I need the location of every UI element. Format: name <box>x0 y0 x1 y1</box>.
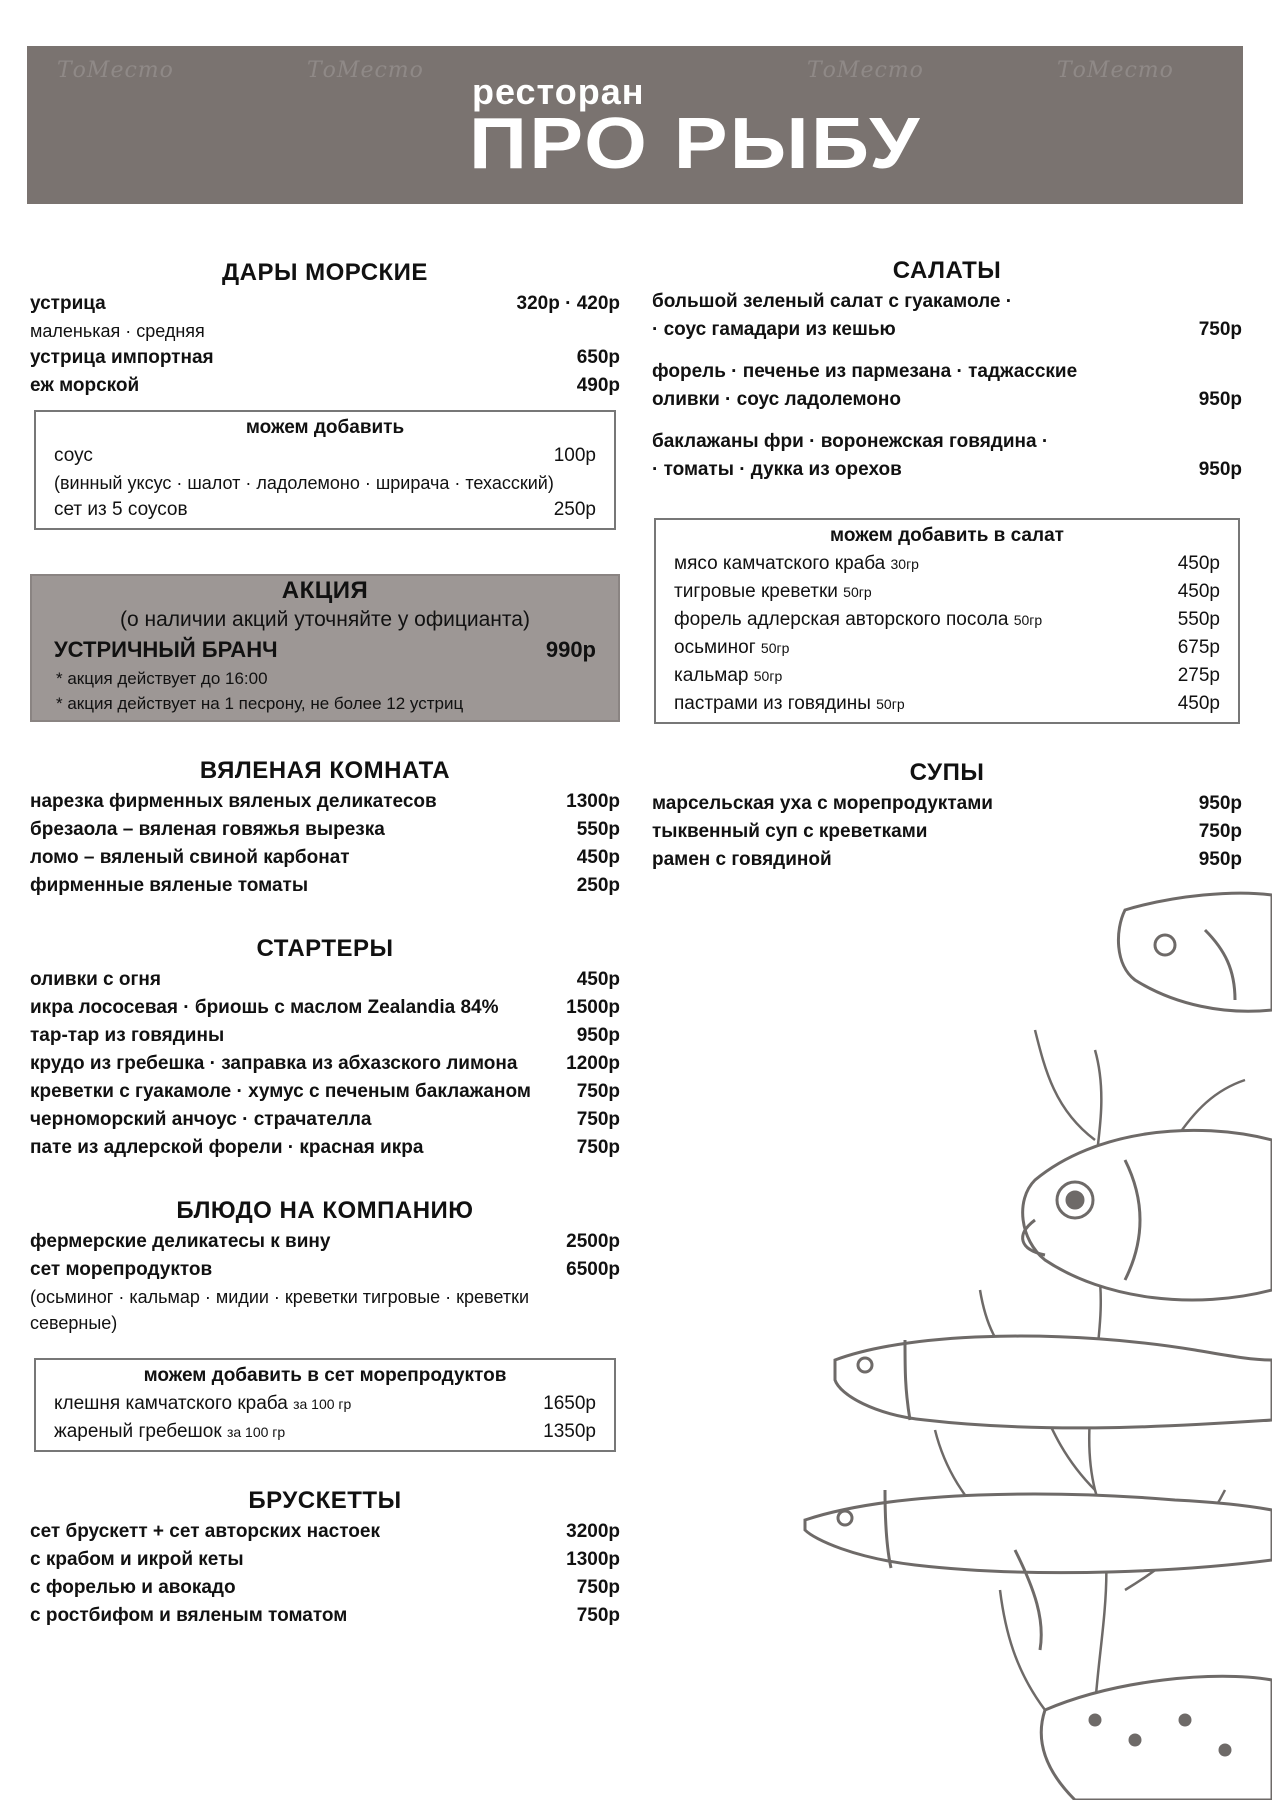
item-name: фермерские деликатесы к вину <box>30 1231 331 1252</box>
item-name: сет из 5 соусов <box>54 499 188 520</box>
menu-item <box>652 358 1242 414</box>
item-name: жареный гребешок <box>54 1421 222 1442</box>
item-name: форель · печенье из пармезана · таджасские <box>652 361 1078 382</box>
right-column <box>652 256 1242 874</box>
promo-note: * акция действует до 16:00 <box>56 669 268 688</box>
brand-subtitle: ресторан <box>472 71 645 112</box>
item-name-cont: оливки · соус ладолемоно <box>652 389 901 410</box>
item-name: марсельская уха с морепродуктами <box>652 793 993 814</box>
item-price: 450р <box>1177 693 1220 714</box>
item-price: 750р <box>576 1109 620 1130</box>
item-price: 950р <box>576 1025 620 1046</box>
item-name: с форелью и авокадо <box>30 1577 236 1598</box>
item-price: 100р <box>553 445 596 466</box>
item-name: оливки с огня <box>30 969 161 990</box>
menu-item <box>54 442 596 470</box>
item-name: большой зеленый салат с гуакамоле · <box>652 291 1013 312</box>
item-name: сет морепродуктов <box>30 1259 213 1280</box>
item-portion: 30гр <box>890 556 919 572</box>
section-cured <box>30 756 620 900</box>
section-title: САЛАТЫ <box>892 257 1002 284</box>
item-price: 550р <box>1177 609 1220 630</box>
watermark-logo: ТоМесто <box>307 58 424 83</box>
header-banner <box>27 46 1243 204</box>
menu-item <box>54 634 596 666</box>
addon-title: можем добавить <box>245 417 405 438</box>
item-note: (осьминог · кальмар · мидии · креветки тигровые · креветки северные) <box>30 1287 529 1333</box>
menu-item <box>674 578 1220 606</box>
section-sharing <box>30 1196 620 1452</box>
item-name: тыквенный суп с креветками <box>652 821 928 842</box>
menu-item <box>30 1574 620 1602</box>
item-name-cont: · томаты · дукка из орехов <box>652 459 902 480</box>
menu-item <box>54 496 596 524</box>
item-price: 3200р <box>566 1521 620 1542</box>
promo-box <box>30 574 620 722</box>
item-name: еж морской <box>30 375 140 396</box>
menu-item <box>30 1518 620 1546</box>
item-price: 450р <box>576 847 620 868</box>
item-portion: за 100 гр <box>226 1424 286 1440</box>
addon-box <box>654 518 1240 724</box>
item-name: икра лососевая · бриошь с маслом Zealandia 84% <box>30 997 499 1018</box>
item-name: сет брускетт + сет авторских настоек <box>30 1521 380 1542</box>
section-soups <box>652 758 1242 874</box>
item-price: 6500р <box>566 1259 620 1280</box>
item-name: брезаола – вяленая говяжья вырезка <box>30 819 385 840</box>
item-name: устрица <box>30 293 106 314</box>
promo-subtitle: (о наличии акций уточняйте у официанта) <box>120 608 530 631</box>
item-price: 750р <box>576 1081 620 1102</box>
item-price: 650р <box>576 347 620 368</box>
menu-item <box>30 1228 620 1256</box>
section-seafood <box>30 258 620 530</box>
item-price: 750р <box>576 1605 620 1626</box>
item-price: 950р <box>1198 459 1242 480</box>
item-price: 450р <box>1177 581 1220 602</box>
fish-bottom-icon <box>1041 1676 1272 1800</box>
menu-item <box>30 1256 620 1284</box>
menu-item <box>30 1134 620 1162</box>
item-price: 320р · 420р <box>516 293 620 314</box>
item-price: 1500р <box>566 997 620 1018</box>
section-title: БЛЮДО НА КОМПАНИЮ <box>176 1197 474 1224</box>
menu-item <box>674 550 1220 578</box>
item-price: 550р <box>576 819 620 840</box>
item-price: 1300р <box>566 1549 620 1570</box>
item-price: 750р <box>1198 319 1242 340</box>
item-name: черноморский анчоус · страчателла <box>30 1109 372 1130</box>
section-starters <box>30 934 620 1162</box>
menu-item <box>674 662 1220 690</box>
item-price: 750р <box>1198 821 1242 842</box>
menu-item <box>652 818 1242 846</box>
menu-item <box>30 816 620 844</box>
addon-box <box>34 1358 616 1452</box>
menu-item <box>30 1022 620 1050</box>
menu-item <box>30 966 620 994</box>
item-portion: 50гр <box>843 584 872 600</box>
item-name-cont: · соус гамадари из кешью <box>652 319 896 340</box>
item-name: пастрами из говядины <box>674 693 871 714</box>
addon-box <box>34 410 616 530</box>
menu-item <box>674 634 1220 662</box>
menu-item <box>652 288 1242 344</box>
item-name: фирменные вяленые томаты <box>30 875 309 896</box>
item-name: креветки с гуакамоле · хумус с печеным баклажаном <box>30 1081 531 1102</box>
item-price: 450р <box>576 969 620 990</box>
fish-bass-icon <box>1023 1130 1272 1300</box>
menu-item <box>30 1106 620 1134</box>
item-name: клешня камчатского краба <box>54 1393 288 1414</box>
fish-top-icon <box>1118 893 1272 1011</box>
item-price: 750р <box>576 1137 620 1158</box>
section-salads <box>652 256 1242 724</box>
menu-item <box>30 1050 620 1078</box>
item-price: 950р <box>1198 793 1242 814</box>
watermark-logo: ТоМесто <box>1057 58 1174 83</box>
item-name: баклажаны фри · воронежская говядина · <box>652 431 1049 452</box>
menu-item <box>54 1418 596 1446</box>
item-name: нарезка фирменных вяленых деликатесов <box>30 791 437 812</box>
watermark-logo: ТоМесто <box>57 58 174 83</box>
item-name: форель адлерская авторского посола <box>674 609 1009 630</box>
item-price: 2500р <box>566 1231 620 1252</box>
menu-item <box>30 872 620 900</box>
fish-lower-icon <box>805 1490 1272 1650</box>
item-price: 275р <box>1177 665 1220 686</box>
menu-item <box>30 1546 620 1574</box>
item-price: 450р <box>1177 553 1220 574</box>
item-portion: 50гр <box>753 668 783 684</box>
item-note: (винный уксус · шалот · ладолемоно · шрирача · техасский) <box>54 473 554 493</box>
item-portion: за 100 гр <box>293 1396 352 1412</box>
item-name: устрица импортная <box>30 347 214 368</box>
item-price: 950р <box>1198 389 1242 410</box>
item-name: тар-тар из говядины <box>30 1025 225 1046</box>
item-name: УСТРИЧНЫЙ БРАНЧ <box>54 637 278 662</box>
menu-item <box>674 690 1220 718</box>
item-price: 1200р <box>566 1053 620 1074</box>
watermark-logo: ТоМесто <box>807 58 924 83</box>
item-name: рамен с говядиной <box>652 849 832 870</box>
addon-title: можем добавить в сет морепродуктов <box>143 1365 507 1386</box>
item-portion: 50гр <box>1013 612 1043 628</box>
item-price: 990р <box>545 637 596 662</box>
item-name: с крабом и икрой кеты <box>30 1549 244 1570</box>
item-price: 250р <box>576 875 620 896</box>
item-name: осьминог <box>674 637 756 658</box>
menu-item <box>30 844 620 872</box>
item-note: маленькая · средняя <box>30 321 205 341</box>
item-price: 1300р <box>566 791 620 812</box>
item-name: соус <box>54 445 93 466</box>
item-portion: 50гр <box>760 640 790 656</box>
item-name: крудо из гребешка · заправка из абхазского лимона <box>30 1053 518 1074</box>
section-title: СУПЫ <box>909 759 985 786</box>
item-price: 1350р <box>543 1421 596 1442</box>
item-price: 675р <box>1177 637 1220 658</box>
section-title: СТАРТЕРЫ <box>256 935 394 962</box>
brand-title: ПРО РЫБУ <box>469 104 922 184</box>
item-name: ломо – вяленый свиной карбонат <box>30 847 350 868</box>
menu-item <box>30 1602 620 1630</box>
section-title: ДАРЫ МОРСКИЕ <box>222 259 428 286</box>
fish-middle-icon <box>835 1336 1272 1428</box>
item-price: 490р <box>576 375 620 396</box>
section-title: АКЦИЯ <box>281 577 369 604</box>
menu-item <box>30 372 620 400</box>
addon-title: можем добавить в салат <box>830 525 1064 546</box>
item-name: тигровые креветки <box>674 581 838 602</box>
menu-item <box>54 1390 596 1418</box>
item-name: мясо камчатского краба <box>674 553 886 574</box>
item-name: пате из адлерской форели · красная икра <box>30 1137 424 1158</box>
section-bruschetta <box>30 1486 620 1630</box>
left-column <box>30 258 620 1630</box>
item-portion: 50гр <box>876 696 905 712</box>
section-title: ВЯЛЕНАЯ КОМНАТА <box>199 757 451 784</box>
item-price: 750р <box>576 1577 620 1598</box>
menu-item <box>30 1078 620 1106</box>
menu-item <box>652 846 1242 874</box>
menu-item <box>30 344 620 372</box>
menu-item <box>674 606 1220 634</box>
fish-illustration <box>795 890 1272 1800</box>
item-name: с ростбифом и вяленым томатом <box>30 1605 348 1626</box>
item-price: 250р <box>553 499 596 520</box>
item-name: кальмар <box>674 665 749 686</box>
section-title: БРУСКЕТТЫ <box>248 1487 402 1514</box>
menu-item <box>30 290 620 318</box>
menu-item <box>652 428 1242 484</box>
promo-note: * акция действует на 1 песрону, не более 12 устриц <box>56 694 464 713</box>
item-price: 1650р <box>543 1393 596 1414</box>
item-price: 950р <box>1198 849 1242 870</box>
menu-item <box>652 790 1242 818</box>
menu-item <box>30 994 620 1022</box>
menu-item <box>30 788 620 816</box>
